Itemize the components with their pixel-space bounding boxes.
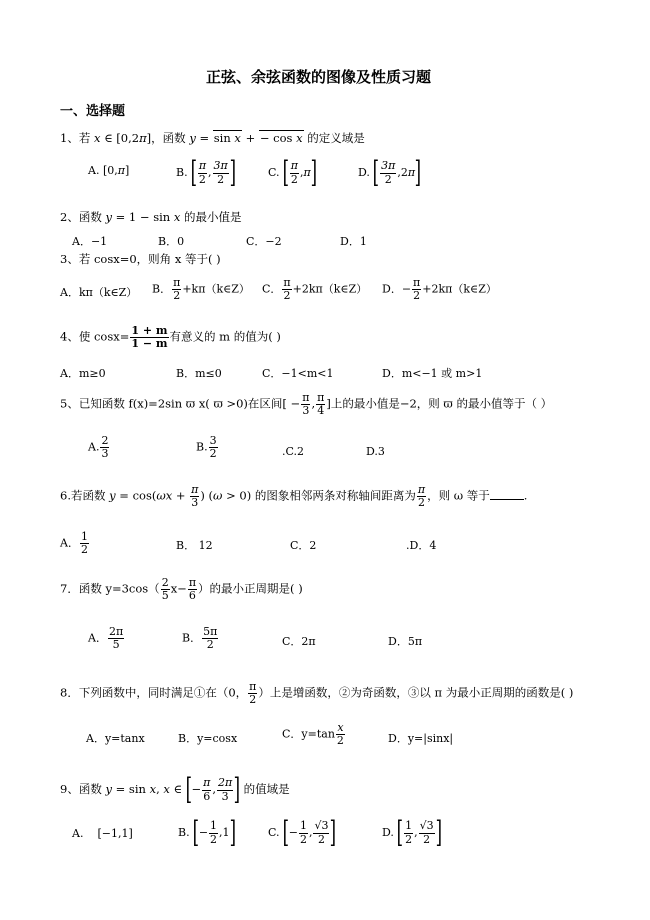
question-7-stem: 7．函数 y=3cos（ $\frac{2}{5}$ x− $\frac{\pi}{6}$ ）的最小正周期是( ) xyxy=(60,576,303,603)
question-2-option-c: C．−2 xyxy=(246,235,282,248)
question-9-option-d: D. [ $\frac{1}{2}$ , $\frac{√3}{2}$ ] xyxy=(382,815,442,850)
question-5-option-c: .C.2 xyxy=(282,445,305,458)
question-4-option-b: B．m≤0 xyxy=(176,367,222,380)
page-title: 正弦、余弦函数的图像及性质习题 xyxy=(206,68,432,86)
question-4-stem: 4、使 cosx= $\frac{1 + m}{1 - m}$ 有意义的 m 的值为( ) xyxy=(60,324,281,351)
question-9-option-a: A. [−1,1] xyxy=(72,827,133,840)
question-1-option-b: B. [ $\frac{\pi}{2}$ , $\frac{3\pi}{2}$ ] xyxy=(176,155,236,190)
question-6-option-a: A． $\frac{1}{2}$ xyxy=(60,530,88,557)
question-3-option-a: A．kπ（k∈Z） xyxy=(60,286,138,299)
question-8-stem: 8．下列函数中，同时满足①在（0， $\frac{\pi}{2}$ ）上是增函数，②为奇函数，③以 π 为最小正周期的函数是( ) xyxy=(60,680,574,707)
question-5-option-b: B. $\frac{3}{2}$ xyxy=(196,434,217,461)
question-1-option-a: A. [0,π] xyxy=(88,164,130,177)
question-4-option-c: C．−1<m<1 xyxy=(262,367,334,380)
question-3-option-b: B． $\frac{\pi}{2}$ +kπ（k∈Z） xyxy=(152,276,250,303)
question-4-option-d: D．m<−1 或 m>1 xyxy=(382,367,483,380)
question-8-option-b: B．y=cosx xyxy=(178,732,238,745)
question-8-option-c: C．y=tan $\frac{x}{2}$ xyxy=(282,721,344,748)
question-8-option-d: D．y=|sinx| xyxy=(388,732,454,745)
question-1-stem: 1、若 x ∈ [0,2π]，函数 y = sin x + − cos x 的定义域是 xyxy=(60,131,365,145)
question-2-option-b: B．0 xyxy=(158,235,185,248)
question-5-option-d: D.3 xyxy=(366,445,385,458)
question-7-option-c: C．2π xyxy=(282,635,316,648)
section-heading: 一、选择题 xyxy=(60,104,126,119)
question-3-option-d: D．− $\frac{\pi}{2}$ +2kπ（k∈Z） xyxy=(382,276,497,303)
question-5-stem: 5、已知函数 f(x)=2sin ϖ x( ϖ >0)在区间[ − $\frac{\pi}{3}$ , $\frac{\pi}{4}$ ]上的最小值是−2，则 ϖ 的最小值等于（ ） xyxy=(60,391,553,418)
question-7-option-d: D．5π xyxy=(388,635,423,648)
question-6-option-c: C．2 xyxy=(290,539,317,552)
question-3-option-c: C． $\frac{\pi}{2}$ +2kπ（k∈Z） xyxy=(262,276,368,303)
question-7-option-a: A． $\frac{2\pi}{5}$ xyxy=(88,625,124,652)
question-1-option-d: D. [ $\frac{3\pi}{2}$ ,2π] xyxy=(358,155,422,190)
question-3-stem: 3、若 cosx=0，则角 x 等于( ) xyxy=(60,252,221,266)
question-2-option-d: D．1 xyxy=(340,235,367,248)
question-6-option-d: .D．4 xyxy=(406,539,437,552)
question-7-option-b: B． $\frac{5\pi}{2}$ xyxy=(182,625,218,652)
question-2-stem: 2、函数 y = 1 − sin x 的最小值是 xyxy=(60,210,242,224)
question-9-option-c: C. [− $\frac{1}{2}$ , $\frac{√3}{2}$ ] xyxy=(268,815,337,850)
question-9-stem: 9、函数 y = sin x, x ∈ [− $\frac{\pi}{6}$ , $\frac{2\pi}{3}$ ] 的值域是 xyxy=(60,772,290,807)
question-6-stem: 6.若函数 y = cos(ωx + $\frac{\pi}{3}$ ) (ω > 0) 的图象相邻两条对称轴间距离为 $\frac{\pi}{2}$ ，则 ω 等于 . xyxy=(60,483,528,510)
question-2-option-a: A．−1 xyxy=(72,235,108,248)
question-6-option-b: B． 12 xyxy=(176,539,213,552)
question-8-option-a: A．y=tanx xyxy=(86,732,145,745)
question-5-option-a: A. $\frac{2}{3}$ xyxy=(88,434,109,461)
question-1-option-c: C. [ $\frac{\pi}{2}$ ,π] xyxy=(268,155,317,190)
question-4-option-a: A．m≥0 xyxy=(60,367,106,380)
question-9-option-b: B. [− $\frac{1}{2}$ ,1] xyxy=(178,815,236,850)
